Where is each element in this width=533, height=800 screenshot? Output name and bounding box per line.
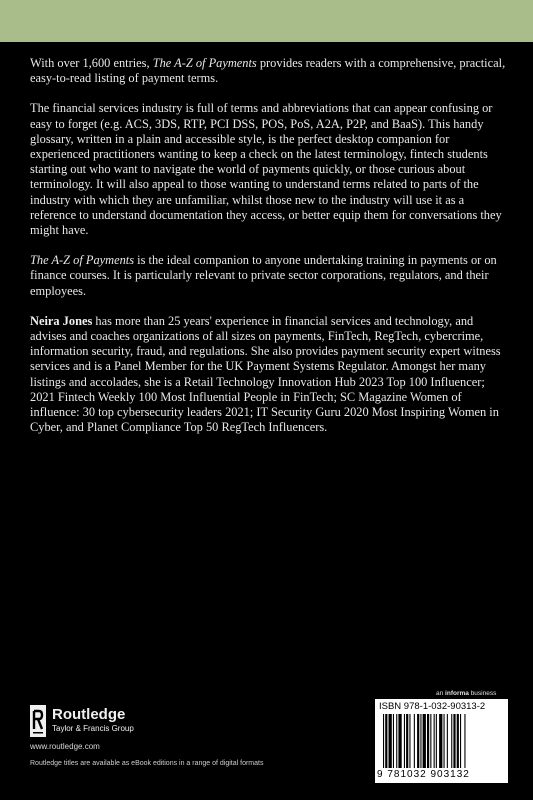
barcode-bar: [447, 714, 448, 768]
intro-prefix: With over 1,600 entries,: [30, 56, 153, 70]
barcode-bar: [423, 714, 426, 768]
barcode-bar: [406, 714, 408, 768]
companion-paragraph: [30, 253, 508, 299]
author-bio-rest: has more than 25 years' experience in financial services and technology, and advises and coaches organizations of all sizes on payments, FinTech, RegTech, cybercrime, information security, fraud, and regulations. She also provides payment security expert witness services and is a Panel Member for the UK Payment Systems Regulator. Amongst her many listings and accolades, she is a Retail Technology Innovation Hub 2023 Top 100 Influencer; 2021 Fintech Weekly 100 Most Influential People in FinTech; SC Magazine Women of influence: 30 top cybersecurity leaders 2021; IT Security Guru 2020 Most Inspiring Women in Cyber, and Planet Compliance Top 50 RegTech Influencers.: [30, 313, 501, 435]
publisher-website: www.routledge.com: [30, 742, 100, 751]
barcode-bar: [409, 714, 410, 768]
companion-rest: is the ideal companion to anyone undertaking training in payments or on finance courses. It is particularly relevant to private sector corporations, regulators, and their employees.: [30, 253, 497, 298]
barcode-bar: [404, 714, 405, 768]
top-color-band: [0, 0, 533, 42]
barcode-bars-icon: [381, 714, 502, 768]
isbn-barcode: [375, 699, 508, 783]
barcode-bar: [414, 714, 415, 768]
barcode-bar: [383, 714, 384, 768]
barcode-bar: [464, 714, 465, 768]
barcode-bar: [436, 714, 437, 768]
publisher-wordmark: [52, 707, 134, 734]
barcode-bar: [439, 714, 442, 768]
barcode-bar: [396, 714, 397, 768]
barcode-bar: [460, 714, 461, 768]
barcode-digits: 9 781032 903132: [377, 769, 470, 780]
barcode-bar: [427, 714, 429, 768]
industry-paragraph: The financial services industry is full of terms and abbreviations that can appear confusing or easy to forget (e.g. ACS, 3DS, RTP, PCI DSS, POS, PoS, A2A, P2P, and BaaS). This handy glossary, written in a plain and accessible style, is the perfect desktop companion for experienced practitioners wanting to keep a check on the latest terminology, fintech students starting out who want to navigate the world of payments quickly, or those curious about terminology. It will also appeal to those wanting to understand terms related to parts of the industry with which they are unfamiliar, whilst those new to the industry will use it as a reference to understand documentation they access, or better equip them for conversations they might have.: [30, 101, 502, 238]
informa-prefix: an: [436, 690, 446, 697]
author-bio-paragraph: [30, 314, 508, 436]
barcode-bar: [420, 714, 421, 768]
informa-business-label: [436, 690, 496, 697]
author-name: Neira Jones: [30, 313, 93, 328]
barcode-bar: [434, 714, 435, 768]
intro-paragraph: [30, 56, 508, 86]
barcode-bar: [385, 714, 387, 768]
barcode-bar: [457, 714, 459, 768]
publisher-name: Routledge: [52, 706, 126, 723]
barcode-bar: [389, 714, 392, 768]
barcode-bar: [453, 714, 455, 768]
back-cover-text: [30, 56, 508, 450]
barcode-bar: [417, 714, 419, 768]
barcode-bar: [398, 714, 401, 768]
intro-rest: provides readers with a comprehensive, practical, easy-to-read listing of payment terms.: [30, 56, 506, 86]
publisher-group: Taylor & Francis Group: [52, 724, 134, 733]
barcode-bar: [444, 714, 445, 768]
barcode-bar: [451, 714, 452, 768]
informa-suffix: business: [468, 690, 497, 697]
barcode-bar: [430, 714, 431, 768]
isbn-label: ISBN 978-1-032-90313-2: [379, 701, 486, 712]
routledge-logo-icon: [30, 705, 46, 737]
ebook-note: Routledge titles are available as eBook editions in a range of digital formats: [30, 760, 264, 767]
barcode-bar: [393, 714, 394, 768]
informa-word: informa: [445, 690, 469, 697]
book-title-italic: The A-Z of Payments: [152, 56, 257, 70]
book-title-italic: The A-Z of Payments: [30, 253, 135, 268]
